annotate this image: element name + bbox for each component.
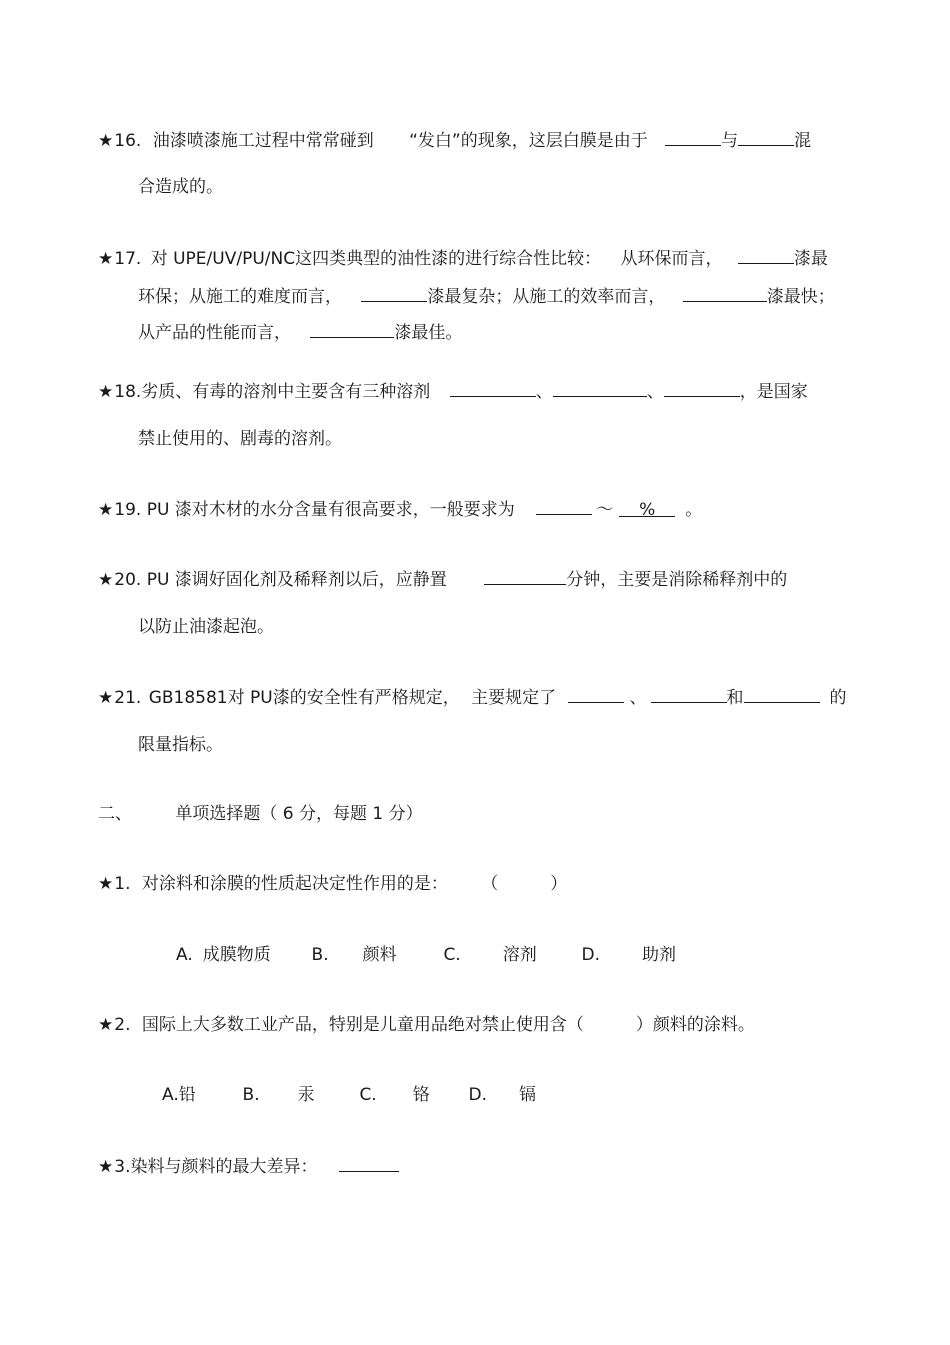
answer-blank[interactable] xyxy=(683,283,767,302)
question-text: 环保；从施工的难度而言， xyxy=(138,287,342,307)
choice-2-options xyxy=(162,1083,536,1107)
star-icon: ★ xyxy=(98,1015,114,1035)
question-text: 漆最 xyxy=(793,249,828,269)
option-text: 汞 xyxy=(297,1085,315,1105)
separator: 、 xyxy=(629,688,647,708)
question-text: 漆最佳。 xyxy=(394,323,463,343)
question-19-line-1 xyxy=(98,496,702,520)
option-letter: D. xyxy=(468,1085,488,1105)
question-text: ，是国家 xyxy=(739,382,808,402)
question-number: 19. xyxy=(114,500,142,520)
option-c[interactable] xyxy=(443,943,536,967)
answer-blank[interactable] xyxy=(744,684,820,703)
question-text: PU 漆对木材的水分含量有很高要求，一般要求为 xyxy=(146,500,515,520)
question-18-line-1 xyxy=(98,378,808,402)
question-text: 混 xyxy=(794,131,812,151)
option-a[interactable] xyxy=(162,1083,196,1107)
tilde: ～ xyxy=(596,500,614,520)
star-icon: ★ xyxy=(98,382,114,402)
option-letter: C. xyxy=(443,945,461,965)
option-b[interactable] xyxy=(243,1083,315,1107)
star-icon: ★ xyxy=(98,1157,114,1177)
answer-blank[interactable] xyxy=(361,283,427,302)
question-text: 与 xyxy=(721,131,739,151)
question-text: 限量指标。 xyxy=(138,735,223,755)
answer-blank[interactable] xyxy=(665,127,721,146)
question-text: 从环保而言， xyxy=(620,249,723,269)
answer-blank[interactable] xyxy=(553,378,647,397)
option-text: 铬 xyxy=(412,1085,430,1105)
question-text: 合造成的。 xyxy=(138,177,223,197)
question-text: 漆最复杂；从施工的效率而言， xyxy=(427,287,666,307)
answer-blank[interactable] xyxy=(568,684,624,703)
separator: 、 xyxy=(646,382,664,402)
question-number: 2. xyxy=(114,1015,131,1035)
question-18-line-2 xyxy=(138,427,342,451)
question-17-line-3 xyxy=(138,319,462,343)
option-text: 颜料 xyxy=(362,945,397,965)
question-text: 的 xyxy=(829,688,847,708)
question-text: GB18581对 PU漆的安全性有严格规定， xyxy=(148,688,460,708)
question-text: 国际上大多数工业产品，特别是儿童用品绝对禁止使用含（ xyxy=(141,1015,584,1035)
answer-blank[interactable] xyxy=(651,684,727,703)
question-text: 禁止使用的、剧毒的溶剂。 xyxy=(138,429,342,449)
star-icon: ★ xyxy=(98,688,114,708)
question-number: 20. xyxy=(114,570,142,590)
answer-blank[interactable] xyxy=(738,127,794,146)
separator: 、 xyxy=(535,382,553,402)
answer-blank[interactable] xyxy=(310,319,394,338)
option-letter: A. xyxy=(162,1085,179,1105)
paren-open: （ xyxy=(481,874,499,894)
question-text: 对 UPE/UV/PU/NC这四类典型的油性漆的进行综合性比较： xyxy=(150,249,602,269)
question-text: 劣质、有毒的溶剂中主要含有三种溶剂 xyxy=(141,382,431,402)
answer-blank[interactable] xyxy=(339,1153,399,1172)
section-heading xyxy=(98,802,423,826)
option-letter: C. xyxy=(359,1085,377,1105)
question-text: 漆最快； xyxy=(766,287,835,307)
question-17-line-2 xyxy=(138,283,835,307)
question-number: 3. xyxy=(114,1157,131,1177)
option-text: 助剂 xyxy=(642,945,677,965)
answer-blank[interactable] xyxy=(450,378,536,397)
option-d[interactable] xyxy=(582,943,677,967)
question-text: 油漆喷漆施工过程中常常碰到 xyxy=(152,131,374,151)
question-text: 以防止油漆起泡。 xyxy=(138,617,274,637)
question-text: 分钟，主要是消除稀释剂中的 xyxy=(566,570,788,590)
question-text: 染料与颜料的最大差异： xyxy=(130,1157,318,1177)
option-text: 溶剂 xyxy=(502,945,537,965)
section-number: 二、 xyxy=(98,804,132,824)
section-title: 单项选择题（ 6 分，每题 1 分） xyxy=(175,804,423,824)
question-17-line-1 xyxy=(98,245,828,269)
option-text: 成膜物质 xyxy=(202,945,271,965)
paren-close: ） xyxy=(550,874,568,894)
question-20-line-1 xyxy=(98,566,787,590)
option-letter: D. xyxy=(581,945,601,965)
option-letter: A. xyxy=(176,945,193,965)
answer-blank[interactable] xyxy=(738,245,794,264)
question-number: 21. xyxy=(114,688,142,708)
question-text: 对涂料和涂膜的性质起决定性作用的是： xyxy=(141,874,448,894)
question-20-line-2 xyxy=(138,615,274,639)
question-21-line-2 xyxy=(138,733,223,757)
question-16-line-2 xyxy=(138,175,223,199)
option-text: 铅 xyxy=(178,1085,196,1105)
question-text: ）颜料的涂料。 xyxy=(635,1015,755,1035)
question-text: 和 xyxy=(726,688,744,708)
question-text: “发白”的现象，这层白膜是由于 xyxy=(409,131,648,151)
question-16-line-1 xyxy=(98,127,811,151)
question-number: 17. xyxy=(114,249,142,269)
option-d[interactable] xyxy=(469,1083,537,1107)
star-icon: ★ xyxy=(98,570,114,590)
choice-1-options xyxy=(176,943,676,967)
question-text: PU 漆调好固化剂及稀释剂以后，应静置 xyxy=(146,570,447,590)
answer-blank[interactable] xyxy=(484,566,566,585)
choice-question-1 xyxy=(98,872,567,896)
option-text: 镉 xyxy=(519,1085,537,1105)
choice-question-3 xyxy=(98,1153,399,1177)
option-c[interactable] xyxy=(359,1083,429,1107)
question-text: 。 xyxy=(685,500,703,520)
question-text: 从产品的性能而言， xyxy=(138,323,291,343)
question-number: 16. xyxy=(114,131,142,151)
answer-blank[interactable] xyxy=(664,378,740,397)
star-icon: ★ xyxy=(98,500,114,520)
star-icon: ★ xyxy=(98,131,114,151)
question-number: 18. xyxy=(114,382,142,402)
question-21-line-1 xyxy=(98,684,847,708)
choice-question-2 xyxy=(98,1013,755,1037)
option-b[interactable] xyxy=(312,943,397,967)
answer-blank[interactable] xyxy=(536,496,592,515)
option-letter: B. xyxy=(242,1085,260,1105)
answer-blank-percent[interactable]: % xyxy=(619,498,675,517)
question-text: 主要规定了 xyxy=(471,688,557,708)
option-a[interactable] xyxy=(176,943,271,967)
question-number: 1. xyxy=(114,874,131,894)
option-letter: B. xyxy=(311,945,329,965)
star-icon: ★ xyxy=(98,874,114,894)
star-icon: ★ xyxy=(98,249,114,269)
